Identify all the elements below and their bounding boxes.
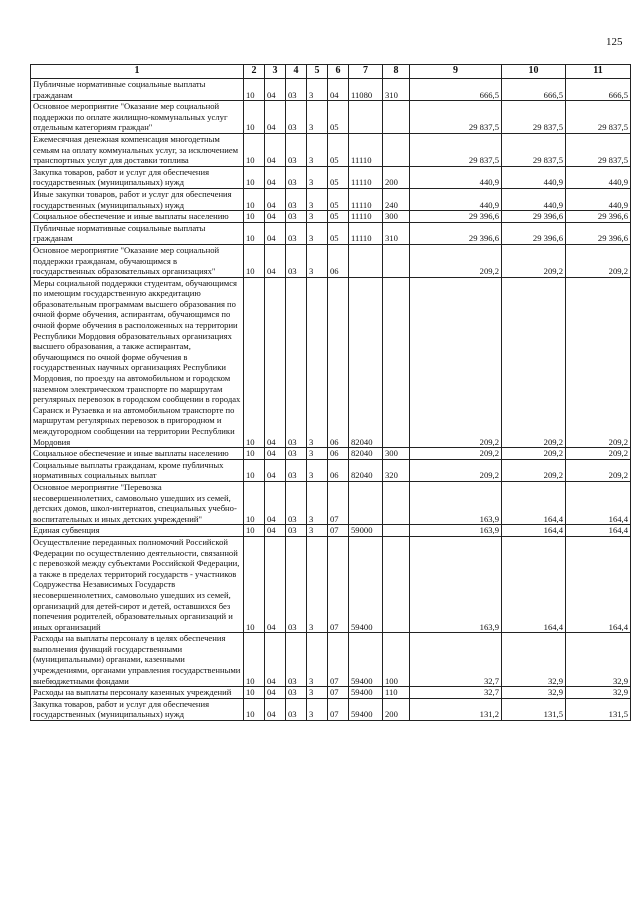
expense-name: Социальное обеспечение и иные выплаты населению (31, 448, 244, 460)
expense-type-code: 200 (383, 166, 410, 188)
column-header: 6 (328, 65, 349, 79)
expense-type-code: 200 (383, 698, 410, 720)
direction-code: 59400 (349, 536, 383, 632)
amount-col-11: 209,2 (566, 277, 631, 448)
amount-col-11: 29 837,5 (566, 133, 631, 166)
section-code: 10 (244, 633, 265, 687)
subprogram-code: 3 (307, 277, 328, 448)
amount-col-10: 164,4 (502, 525, 566, 537)
event-code: 05 (328, 133, 349, 166)
table-row (31, 277, 631, 448)
subsection-code: 04 (265, 448, 286, 460)
table-row (31, 79, 631, 101)
program-code: 03 (286, 698, 307, 720)
table-row (31, 459, 631, 481)
amount-col-9: 163,9 (410, 525, 502, 537)
section-code: 10 (244, 79, 265, 101)
event-code: 06 (328, 459, 349, 481)
expense-name: Основное мероприятие "Перевозка несовершеннолетних, самовольно ушедших из семей, детских домов, школ-интернатов, специальных учебно-воспитательных и иных детских учреждений" (31, 481, 244, 524)
expense-name: Меры социальной поддержки студентам, обучающимся по имеющим государственную аккредитацию образовательным программам высшего образования по очной форме обучения, аспирантам, обучающимся по очной форме обучения в расположенных на территории Республики Мордовия образовательных организациях высшего образования, а также аспирантам, обучающимся по очной форме обучения в государственных научных организациях Республики Мордовия, по проезду на автомобильном и городском наземном электрическом транспорте по маршрутам регулярных перевозок в городском сообщении в городах Саранск и Рузаевка и на автомобильном транспорте по маршрутам регулярных перевозок в пригородном и междугородном сообщении на территории Республики Мордовия (31, 277, 244, 448)
column-header: 7 (349, 65, 383, 79)
event-code: 05 (328, 101, 349, 134)
event-code: 06 (328, 244, 349, 277)
event-code: 07 (328, 698, 349, 720)
expense-type-code: 300 (383, 211, 410, 223)
amount-col-11: 666,5 (566, 79, 631, 101)
expense-type-code: 310 (383, 222, 410, 244)
amount-col-11: 440,9 (566, 166, 631, 188)
column-header: 11 (566, 65, 631, 79)
amount-col-11: 440,9 (566, 188, 631, 210)
event-code: 04 (328, 79, 349, 101)
section-code: 10 (244, 448, 265, 460)
table-row (31, 687, 631, 699)
event-code: 07 (328, 536, 349, 632)
amount-col-9: 32,7 (410, 687, 502, 699)
program-code: 03 (286, 79, 307, 101)
amount-col-9: 209,2 (410, 244, 502, 277)
expense-type-code (383, 536, 410, 632)
column-header: 4 (286, 65, 307, 79)
subsection-code: 04 (265, 166, 286, 188)
direction-code: 82040 (349, 448, 383, 460)
column-header: 1 (31, 65, 244, 79)
column-header: 10 (502, 65, 566, 79)
section-code: 10 (244, 277, 265, 448)
amount-col-9: 32,7 (410, 633, 502, 687)
page-number: 125 (606, 36, 623, 48)
direction-code (349, 101, 383, 134)
subsection-code: 04 (265, 211, 286, 223)
event-code: 05 (328, 222, 349, 244)
direction-code: 11080 (349, 79, 383, 101)
amount-col-11: 29 837,5 (566, 101, 631, 134)
section-code: 10 (244, 687, 265, 699)
expense-name: Расходы на выплаты персоналу казенных учреждений (31, 687, 244, 699)
amount-col-11: 164,4 (566, 525, 631, 537)
event-code: 07 (328, 481, 349, 524)
amount-col-10: 29 396,6 (502, 211, 566, 223)
program-code: 03 (286, 222, 307, 244)
subprogram-code: 3 (307, 211, 328, 223)
event-code: 07 (328, 687, 349, 699)
amount-col-10: 440,9 (502, 166, 566, 188)
direction-code (349, 244, 383, 277)
section-code: 10 (244, 133, 265, 166)
table-row (31, 481, 631, 524)
expense-name: Единая субвенция (31, 525, 244, 537)
amount-col-11: 164,4 (566, 536, 631, 632)
expense-name: Осуществление переданных полномочий Российской Федерации по осуществлению деятельности, связанной с перевозкой между субъектами Российской Федерации, а также в пределах территорий государств - участников Содружества Независимых Государств несовершеннолетних, самовольно ушедших из семей, организаций для детей-сирот и детей, оставшихся без попечения родителей, образовательных организаций и иных организаций (31, 536, 244, 632)
subprogram-code: 3 (307, 481, 328, 524)
amount-col-10: 32,9 (502, 633, 566, 687)
program-code: 03 (286, 687, 307, 699)
program-code: 03 (286, 101, 307, 134)
event-code: 05 (328, 211, 349, 223)
amount-col-10: 29 396,6 (502, 222, 566, 244)
amount-col-9: 29 837,5 (410, 101, 502, 134)
amount-col-10: 131,5 (502, 698, 566, 720)
table-row (31, 222, 631, 244)
program-code: 03 (286, 277, 307, 448)
expense-name: Публичные нормативные социальные выплаты гражданам (31, 222, 244, 244)
program-code: 03 (286, 459, 307, 481)
subprogram-code: 3 (307, 79, 328, 101)
amount-col-11: 29 396,6 (566, 211, 631, 223)
program-code: 03 (286, 481, 307, 524)
amount-col-11: 32,9 (566, 633, 631, 687)
expense-name: Социальные выплаты гражданам, кроме публичных нормативных социальных выплат (31, 459, 244, 481)
table-row (31, 166, 631, 188)
event-code: 07 (328, 525, 349, 537)
amount-col-9: 29 396,6 (410, 211, 502, 223)
amount-col-10: 209,2 (502, 244, 566, 277)
subsection-code: 04 (265, 244, 286, 277)
subsection-code: 04 (265, 536, 286, 632)
expense-type-code (383, 481, 410, 524)
subprogram-code: 3 (307, 525, 328, 537)
event-code: 07 (328, 633, 349, 687)
program-code: 03 (286, 536, 307, 632)
amount-col-9: 163,9 (410, 536, 502, 632)
expense-name: Социальное обеспечение и иные выплаты населению (31, 211, 244, 223)
program-code: 03 (286, 188, 307, 210)
subprogram-code: 3 (307, 222, 328, 244)
section-code: 10 (244, 459, 265, 481)
direction-code: 59400 (349, 633, 383, 687)
amount-col-9: 29 396,6 (410, 222, 502, 244)
table-row (31, 188, 631, 210)
direction-code: 59400 (349, 698, 383, 720)
table-row (31, 211, 631, 223)
subprogram-code: 3 (307, 244, 328, 277)
amount-col-9: 29 837,5 (410, 133, 502, 166)
column-header: 3 (265, 65, 286, 79)
event-code: 05 (328, 166, 349, 188)
section-code: 10 (244, 188, 265, 210)
subprogram-code: 3 (307, 101, 328, 134)
amount-col-10: 29 837,5 (502, 133, 566, 166)
expense-type-code: 300 (383, 448, 410, 460)
expense-name: Расходы на выплаты персоналу в целях обеспечения выполнения функций государственными (муниципальными) органами, казенными учреждениями, органами управления государственными внебюджетными фондами (31, 633, 244, 687)
subsection-code: 04 (265, 481, 286, 524)
subprogram-code: 3 (307, 698, 328, 720)
expense-name: Основное мероприятие "Оказание мер социальной поддержки по оплате жилищно-коммунальных услуг отдельным категориям граждан" (31, 101, 244, 134)
subprogram-code: 3 (307, 448, 328, 460)
subprogram-code: 3 (307, 536, 328, 632)
subsection-code: 04 (265, 698, 286, 720)
amount-col-10: 209,2 (502, 277, 566, 448)
table-row (31, 633, 631, 687)
amount-col-9: 209,2 (410, 459, 502, 481)
program-code: 03 (286, 244, 307, 277)
budget-table (30, 64, 631, 721)
subsection-code: 04 (265, 687, 286, 699)
column-header-row (31, 65, 631, 79)
column-header: 2 (244, 65, 265, 79)
section-code: 10 (244, 481, 265, 524)
table-row (31, 698, 631, 720)
expense-name: Иные закупки товаров, работ и услуг для обеспечения государственных (муниципальных) нужд (31, 188, 244, 210)
section-code: 10 (244, 698, 265, 720)
amount-col-9: 440,9 (410, 166, 502, 188)
amount-col-9: 209,2 (410, 448, 502, 460)
expense-name: Основное мероприятие "Оказание мер социальной поддержки гражданам, обучающимся в государственных образовательных организациях" (31, 244, 244, 277)
direction-code: 59400 (349, 687, 383, 699)
expense-type-code (383, 525, 410, 537)
program-code: 03 (286, 633, 307, 687)
amount-col-9: 209,2 (410, 277, 502, 448)
table-row (31, 448, 631, 460)
subprogram-code: 3 (307, 459, 328, 481)
direction-code: 11110 (349, 133, 383, 166)
expense-name: Публичные нормативные социальные выплаты гражданам (31, 79, 244, 101)
amount-col-10: 209,2 (502, 459, 566, 481)
table-row (31, 525, 631, 537)
direction-code: 82040 (349, 459, 383, 481)
event-code: 05 (328, 188, 349, 210)
expense-type-code: 100 (383, 633, 410, 687)
amount-col-10: 209,2 (502, 448, 566, 460)
expense-type-code (383, 244, 410, 277)
subprogram-code: 3 (307, 166, 328, 188)
direction-code: 82040 (349, 277, 383, 448)
direction-code: 11110 (349, 166, 383, 188)
subsection-code: 04 (265, 525, 286, 537)
subsection-code: 04 (265, 101, 286, 134)
amount-col-10: 164,4 (502, 481, 566, 524)
event-code: 06 (328, 448, 349, 460)
amount-col-10: 164,4 (502, 536, 566, 632)
expense-type-code: 310 (383, 79, 410, 101)
amount-col-11: 32,9 (566, 687, 631, 699)
program-code: 03 (286, 133, 307, 166)
direction-code (349, 481, 383, 524)
amount-col-11: 29 396,6 (566, 222, 631, 244)
amount-col-9: 666,5 (410, 79, 502, 101)
section-code: 10 (244, 536, 265, 632)
program-code: 03 (286, 166, 307, 188)
amount-col-9: 131,2 (410, 698, 502, 720)
event-code: 06 (328, 277, 349, 448)
program-code: 03 (286, 211, 307, 223)
subsection-code: 04 (265, 633, 286, 687)
expense-name: Закупка товаров, работ и услуг для обеспечения государственных (муниципальных) нужд (31, 698, 244, 720)
expense-type-code (383, 101, 410, 134)
section-code: 10 (244, 244, 265, 277)
direction-code: 11110 (349, 222, 383, 244)
expense-type-code (383, 277, 410, 448)
subsection-code: 04 (265, 79, 286, 101)
expense-name: Ежемесячная денежная компенсация многодетным семьям на оплату коммунальных услуг, за исключением транспортных услуг для доставки топлива (31, 133, 244, 166)
amount-col-10: 666,5 (502, 79, 566, 101)
subsection-code: 04 (265, 459, 286, 481)
amount-col-10: 29 837,5 (502, 101, 566, 134)
amount-col-10: 440,9 (502, 188, 566, 210)
expense-type-code (383, 133, 410, 166)
section-code: 10 (244, 101, 265, 134)
amount-col-11: 131,5 (566, 698, 631, 720)
expense-type-code: 240 (383, 188, 410, 210)
program-code: 03 (286, 448, 307, 460)
expense-type-code: 320 (383, 459, 410, 481)
column-header: 5 (307, 65, 328, 79)
column-header: 9 (410, 65, 502, 79)
subsection-code: 04 (265, 133, 286, 166)
expense-type-code: 110 (383, 687, 410, 699)
subprogram-code: 3 (307, 687, 328, 699)
amount-col-9: 440,9 (410, 188, 502, 210)
section-code: 10 (244, 166, 265, 188)
table-row (31, 536, 631, 632)
direction-code: 11110 (349, 211, 383, 223)
subsection-code: 04 (265, 222, 286, 244)
amount-col-9: 163,9 (410, 481, 502, 524)
amount-col-11: 164,4 (566, 481, 631, 524)
table-row (31, 101, 631, 134)
direction-code: 11110 (349, 188, 383, 210)
amount-col-11: 209,2 (566, 244, 631, 277)
section-code: 10 (244, 211, 265, 223)
column-header: 8 (383, 65, 410, 79)
section-code: 10 (244, 222, 265, 244)
amount-col-11: 209,2 (566, 448, 631, 460)
subprogram-code: 3 (307, 188, 328, 210)
program-code: 03 (286, 525, 307, 537)
table-row (31, 244, 631, 277)
section-code: 10 (244, 525, 265, 537)
amount-col-10: 32,9 (502, 687, 566, 699)
subprogram-code: 3 (307, 133, 328, 166)
table-row (31, 133, 631, 166)
subsection-code: 04 (265, 277, 286, 448)
amount-col-11: 209,2 (566, 459, 631, 481)
subprogram-code: 3 (307, 633, 328, 687)
subsection-code: 04 (265, 188, 286, 210)
expense-name: Закупка товаров, работ и услуг для обеспечения государственных (муниципальных) нужд (31, 166, 244, 188)
direction-code: 59000 (349, 525, 383, 537)
